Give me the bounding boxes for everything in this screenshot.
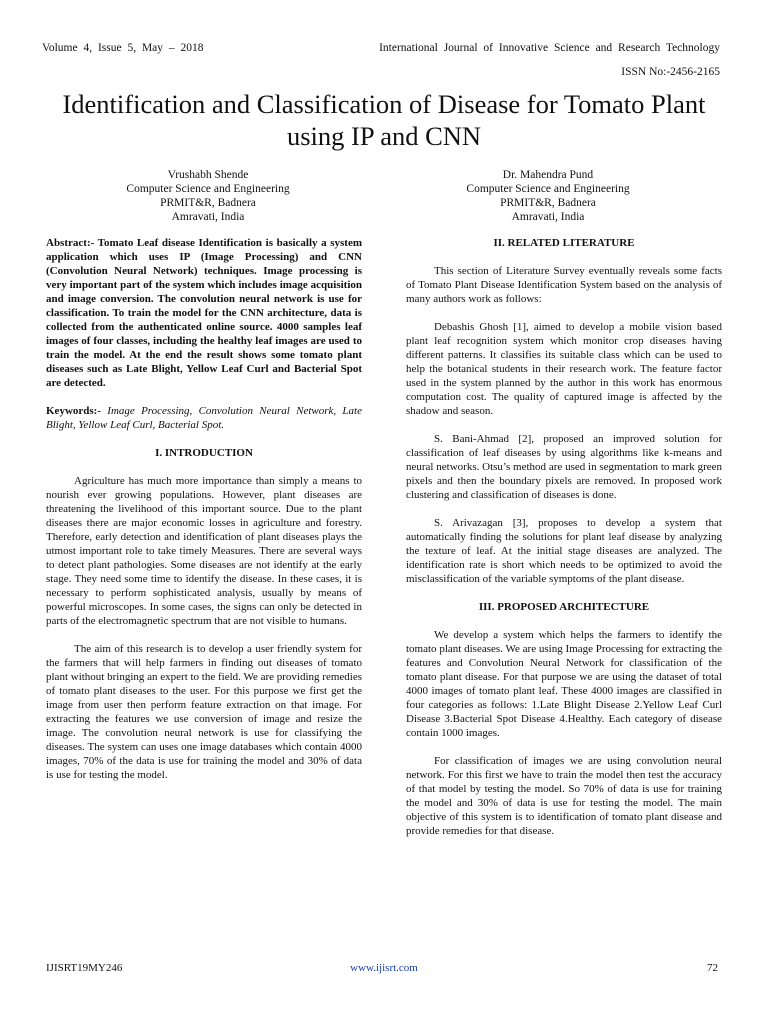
author-name: Vrushabh Shende (167, 169, 249, 181)
paragraph: S. Arivazagan [3], proposes to develop a system that automatically finding the solutions for plant leaf disease by analyzing the texture of leaf. At the initial stage diseases are analyzed. The identification rate is short which needs to be optimized to avoid the misclassification of the variable symptoms of the plant disease. (406, 517, 722, 585)
author-inst: PRMIT&R, Badnera (160, 197, 256, 209)
paragraph: Debashis Ghosh [1], aimed to develop a mobile vision based plant leaf recognition system which monitor crop diseases having different patterns. It classifies its suitable class which can be used to help the botanical students in their research work. The feature factor used in the system planned by the author in this work has enormous computation cost. The quality of captured image is affected by the shadow and season. (406, 321, 722, 417)
paper-title: Identification and Classification of Disease for Tomato Plant using IP and CNN (62, 89, 706, 151)
author-block-1 (58, 168, 358, 224)
section-heading-proposed-architecture: III. PROPOSED ARCHITECTURE (478, 601, 650, 613)
author-block-2 (398, 168, 698, 224)
section-heading-introduction: I. INTRODUCTION (155, 447, 253, 459)
journal-url-link[interactable]: www.ijisrt.com (350, 962, 418, 974)
paragraph: The aim of this research is to develop a user friendly system for the farmers that will help farmers in finding out diseases of tomato plant without bringing an expert to the field. We are providing remedies of tomato plant diseases to the user. For this purpose we first get the image from user then perform feature extraction on that image. For extracting the features we use conversion of image and resize the image. The convolution neural network is use for classifying the diseases. The system can uses one image databases which contain 4000 images, 70% of the data is use for training the model and 30% of data is use for testing the model. (46, 643, 362, 781)
paragraph: We develop a system which helps the farmers to identify the tomato plant diseases. We are using Image Processing for extracting the features and Convolution Neural Network for classification of the tomato plant disease. For that purpose we are using the dataset of total 4000 images of tomato plant leaf. These 4000 images are classified in four categories as follows: 1.Late Blight Disease 2.Yellow Leaf Curl Disease 3.Bacterial Spot Disease 4.Healthy. Each category of disease contain 1000 images. (406, 629, 722, 739)
author-inst: PRMIT&R, Badnera (500, 197, 596, 209)
paragraph: S. Bani-Ahmad [2], proposed an improved solution for classification of leaf diseases by using algorithms like k-means and neural networks. Otsu’s method are used in segmentation to mark green pixels and then the boundary pixels are removed. In proposed work clustering and classification of diseases is done. (406, 433, 722, 501)
paragraph: Agriculture has much more importance than simply a means to nourish ever growing populations. However, plant diseases are threatening the livelihood of this important source. Due to the plant diseases there are major economic losses in agriculture and forestry. Therefore, early detection and identification of plant diseases plays the utmost important role to take timely Measures. There are several ways to detect plant pathologies. Some diseases are not identify at the early stage. They need some time to identify the disease. In these cases, it is necessary to perform sophisticated analysis, usually by means of powerful microscopes. In some cases, the signs can only be detected in parts of the electromagnetic spectrum that are not visible to humans. (46, 475, 362, 627)
left-column (46, 236, 362, 796)
journal-name: International Journal of Innovative Science and Research Technology (379, 42, 720, 54)
right-column (406, 236, 722, 852)
author-loc: Amravati, India (171, 211, 245, 223)
volume-info: Volume 4, Issue 5, May – 2018 (42, 42, 204, 54)
paragraph: This section of Literature Survey eventually reveals some facts of Tomato Plant Disease Identification System based on the analysis of many authors work as follows: (406, 265, 722, 305)
keywords-label: Keywords:- (46, 405, 101, 417)
author-dept: Computer Science and Engineering (466, 183, 630, 195)
paper-code: IJISRT19MY246 (46, 962, 123, 974)
keywords-text: Image Processing, Convolution Neural Network, Late Blight, Yellow Leaf Curl, Bacterial Spot. (46, 405, 362, 431)
issn: ISSN No:-2456-2165 (621, 66, 720, 78)
abstract-label: Abstract (46, 237, 87, 249)
section-heading-related-literature: II. RELATED LITERATURE (493, 237, 635, 249)
paragraph: For classification of images we are using convolution neural network. For this first we have to train the model then test the accuracy of that model by testing the model. So 70% of data is use for training the model and 30% of data is use for testing the model. The main objective of this system is to identification of tomato plant disease and provide remedies for that disease. (406, 755, 722, 837)
author-loc: Amravati, India (511, 211, 585, 223)
keywords (46, 404, 362, 432)
author-name: Dr. Mahendra Pund (502, 169, 594, 181)
abstract (46, 236, 362, 390)
page-number: 72 (707, 962, 718, 974)
abstract-text: :- Tomato Leaf disease Identification is basically a system application which uses IP (Image Processing) and CNN (Convolution Neural Network) techniques. Image processing is very important part of the system which includes image acquisition and image conversion. The convolution neural network is use for classification. To train the model for the CNN architecture, data is collected from the authenticated online source. 4000 samples leaf images of four classes, including the healthy leaf images are used to train the model. At the end the result shows some tomato plant diseases such as Late Blight, Yellow Leaf Curl and Bacterial Spot are detected. (46, 237, 362, 389)
author-dept: Computer Science and Engineering (126, 183, 290, 195)
